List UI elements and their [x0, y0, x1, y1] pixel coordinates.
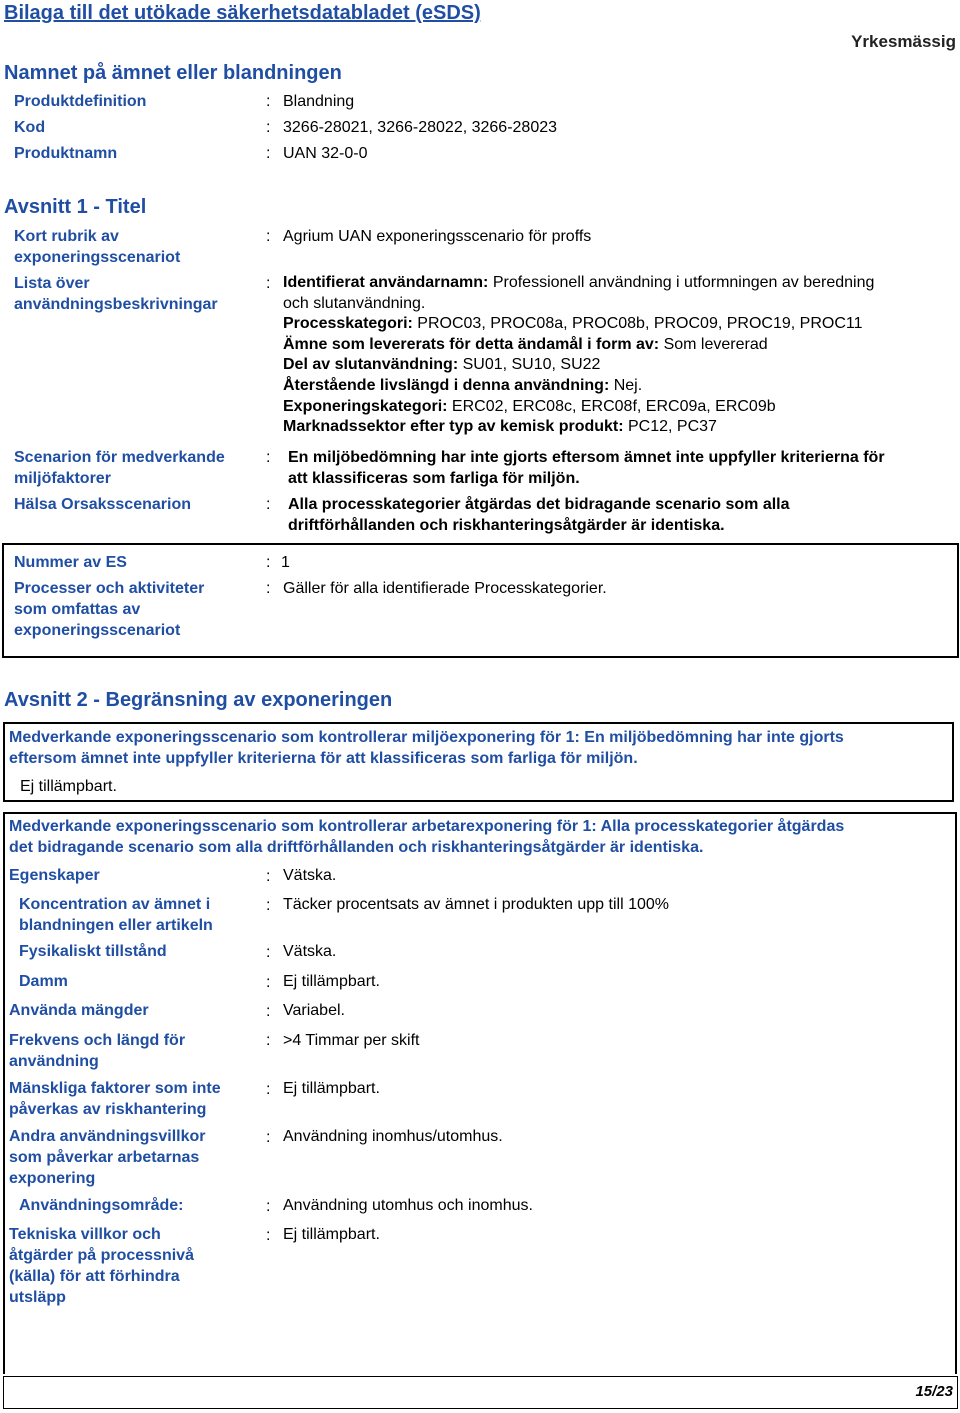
code-value: 3266-28021, 3266-28022, 3266-28023: [283, 119, 558, 136]
colon: :: [266, 974, 271, 991]
env-exposure-heading: Medverkande exponeringsscenario som kontrollerar miljöexponering för 1: En miljöbedömning har inte gjorts eftersom ämnet inte uppfyller kriterierna för att klassificeras som farliga för miljön.: [9, 729, 844, 767]
colon: :: [266, 449, 271, 466]
es-number-value: 1: [281, 554, 290, 571]
physical-state-label: Fysikaliskt tillstånd: [19, 943, 167, 960]
document-title: Bilaga till det utökade säkerhetsdatabladet (eSDS): [4, 2, 481, 24]
colon: :: [266, 93, 271, 110]
product-name-label: Produktnamn: [14, 145, 118, 162]
env-scenario-value: En miljöbedömning har inte gjorts eftersom ämnet inte uppfyller kriterierna för att klassificeras som farliga för miljön.: [288, 449, 885, 487]
use-list-value: Identifierat användarnamn: Professionell användning i utformningen av beredning och slutanvändning. Processkategori: PROC03, PROC08a, PROC08b, PROC09, PROC19, PROC11 Ämne som levererats för detta ändamål i form av: Som levererad Del av slutanvändning: SU01, SU10, SU22 Återstående livslängd i denna användning: Nej. Exponeringskategori: ERC02, ERC08c, ERC08f, ERC09a, ERC09b Marknadssektor efter typ av kemisk produkt: PC12, PC37: [283, 274, 875, 436]
colon: :: [266, 1198, 271, 1215]
colon: :: [266, 897, 271, 914]
env-scenario-label: Scenarion för medverkande miljöfaktorer: [14, 449, 225, 487]
page-number: 15/23: [915, 1383, 953, 1400]
other-conditions-value: Användning inomhus/utomhus.: [283, 1128, 503, 1145]
area-of-use-value: Användning utomhus och inomhus.: [283, 1197, 533, 1214]
footer-box: [3, 1376, 958, 1409]
colon: :: [266, 554, 271, 571]
worker-exposure-heading: Medverkande exponeringsscenario som kontrollerar arbetarexponering för 1: Alla processkategorier åtgärdas det bidragande scenario som alla driftförhållanden och riskhanteringsåtgärder är identiska.: [9, 818, 845, 856]
concentration-value: Täcker procentsats av ämnet i produkten upp till 100%: [283, 896, 669, 913]
colon: :: [266, 228, 271, 245]
frequency-value: >4 Timmar per skift: [283, 1032, 420, 1049]
concentration-label: Koncentration av ämnet i blandningen eller artikeln: [19, 896, 213, 934]
area-of-use-label: Användningsområde:: [19, 1197, 184, 1214]
identification-heading: Namnet på ämnet eller blandningen: [4, 62, 342, 84]
dust-label: Damm: [19, 973, 68, 990]
colon: :: [266, 145, 271, 162]
human-factors-value: Ej tillämpbart.: [283, 1080, 380, 1097]
colon: :: [266, 119, 271, 136]
processes-label: Processer och aktiviteter som omfattas av exponeringsscenariot: [14, 580, 205, 639]
colon: :: [266, 944, 271, 961]
colon: :: [266, 1003, 271, 1020]
amounts-used-value: Variabel.: [283, 1002, 345, 1019]
colon: :: [266, 275, 271, 292]
colon: :: [266, 1032, 271, 1049]
physical-state-value: Vätska.: [283, 943, 337, 960]
frequency-label: Frekvens och längd för användning: [9, 1032, 186, 1070]
colon: :: [266, 868, 271, 885]
amounts-used-label: Använda mängder: [9, 1002, 149, 1019]
short-title-label: Kort rubrik av exponeringsscenariot: [14, 228, 181, 266]
colon: :: [266, 496, 271, 513]
product-definition-value: Blandning: [283, 93, 355, 110]
health-scenario-value: Alla processkategorier åtgärdas det bidragande scenario som alla driftförhållanden och riskhanteringsåtgärder är identiska.: [288, 496, 790, 534]
properties-label: Egenskaper: [9, 867, 100, 884]
colon: :: [266, 580, 271, 597]
health-scenario-label: Hälsa Orsaksscenarion: [14, 496, 191, 513]
product-definition-label: Produktdefinition: [14, 93, 147, 110]
env-exposure-value: Ej tillämpbart.: [20, 778, 117, 795]
short-title-value: Agrium UAN exponeringsscenario för proffs: [283, 228, 592, 245]
section2-title: Avsnitt 2 - Begränsning av exponeringen: [4, 689, 393, 711]
human-factors-label: Mänskliga faktorer som inte påverkas av riskhantering: [9, 1080, 221, 1118]
colon: :: [266, 1227, 271, 1244]
use-list-label: Lista över användningsbeskrivningar: [14, 275, 218, 313]
product-name-value: UAN 32-0-0: [283, 145, 368, 162]
document-type: Yrkesmässig: [851, 32, 956, 51]
technical-conditions-value: Ej tillämpbart.: [283, 1226, 380, 1243]
colon: :: [266, 1081, 271, 1098]
colon: :: [266, 1129, 271, 1146]
processes-value: Gäller för alla identifierade Processkategorier.: [283, 580, 607, 597]
dust-value: Ej tillämpbart.: [283, 973, 380, 990]
properties-value: Vätska.: [283, 867, 337, 884]
technical-conditions-label: Tekniska villkor och åtgärder på processnivå (källa) för att förhindra utsläpp: [9, 1226, 194, 1306]
other-conditions-label: Andra användningsvillkor som påverkar arbetarnas exponering: [9, 1128, 206, 1187]
section1-title: Avsnitt 1 - Titel: [4, 196, 147, 218]
es-number-label: Nummer av ES: [14, 554, 127, 571]
code-label: Kod: [14, 119, 46, 136]
